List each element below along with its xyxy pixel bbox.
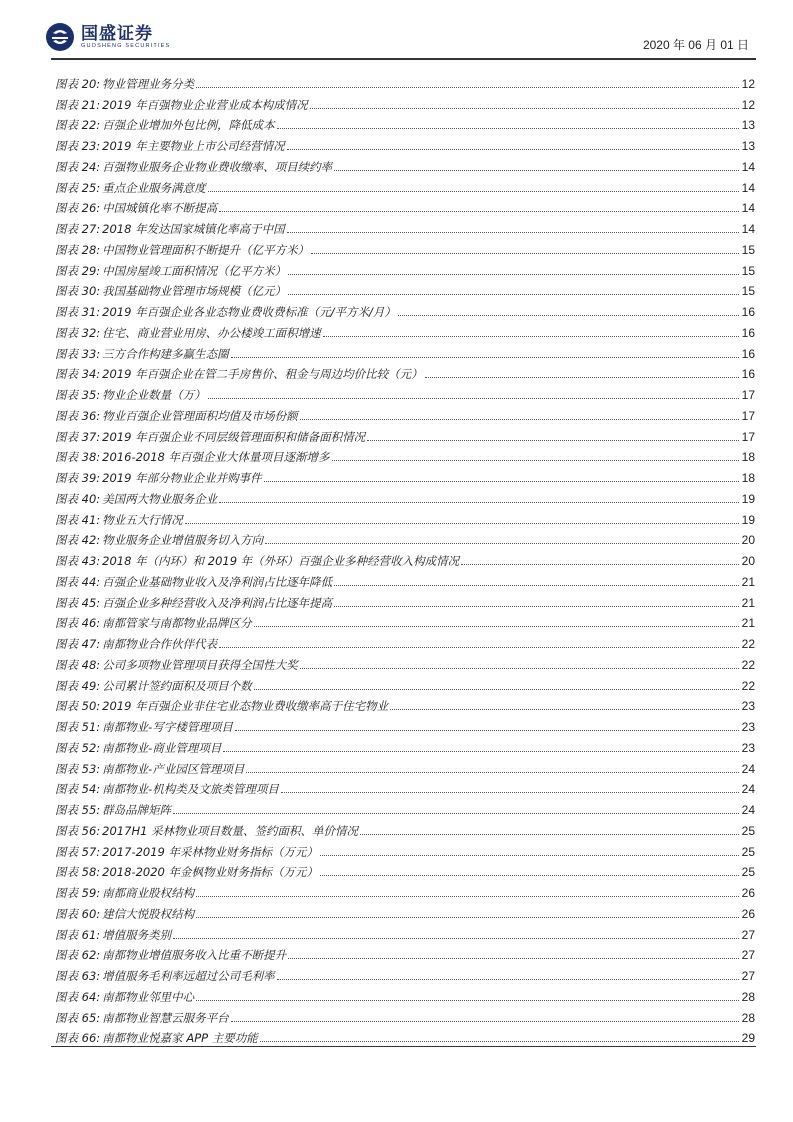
page-number[interactable]: 12 bbox=[741, 76, 755, 91]
dot-leader bbox=[398, 315, 739, 316]
page-number[interactable]: 22 bbox=[741, 678, 755, 693]
figure-title[interactable]: 建信大悦股权结构 bbox=[102, 906, 195, 921]
figure-label: 图表 57: bbox=[55, 844, 101, 859]
toc-entry[interactable] bbox=[55, 900, 755, 921]
figure-title[interactable]: 南都物业-商业管理项目 bbox=[102, 740, 222, 755]
figure-title[interactable]: 增值服务毛利率远超过公司毛利率 bbox=[102, 969, 275, 983]
dot-leader bbox=[300, 668, 739, 669]
figure-title[interactable]: 物业五大行情况 bbox=[102, 512, 183, 527]
page-number[interactable]: 22 bbox=[741, 657, 755, 672]
dot-leader bbox=[208, 398, 739, 399]
toc-entry[interactable] bbox=[55, 340, 755, 361]
figure-title[interactable]: 2018 年（内环）和 2019 年（外环）百强企业多种经营收入构成情况 bbox=[102, 554, 460, 568]
toc-entry[interactable] bbox=[55, 423, 755, 444]
page-number[interactable]: 21 bbox=[741, 595, 755, 610]
toc-entry[interactable] bbox=[55, 983, 755, 1004]
figure-label: 图表 30: bbox=[55, 284, 101, 299]
dot-leader bbox=[254, 689, 739, 690]
page-number[interactable]: 21 bbox=[741, 616, 755, 631]
dot-leader bbox=[334, 606, 739, 607]
page-number[interactable]: 15 bbox=[741, 263, 755, 278]
dot-leader bbox=[173, 813, 739, 814]
dot-leader bbox=[173, 938, 739, 939]
dot-leader bbox=[288, 274, 739, 275]
dot-leader bbox=[323, 336, 739, 337]
guosheng-logo-icon bbox=[45, 22, 75, 52]
figure-label: 图表 25: bbox=[55, 180, 101, 195]
figure-title[interactable]: 2019 年百强企业在管二手房售价、租金与周边均价比较（元） bbox=[102, 367, 423, 382]
page-number[interactable]: 17 bbox=[741, 388, 755, 402]
toc-entry[interactable] bbox=[55, 464, 755, 485]
figure-title[interactable]: 百强企业多种经营收入及净利润占比逐年提高 bbox=[102, 595, 333, 610]
toc-entry[interactable] bbox=[55, 610, 755, 631]
dot-leader bbox=[287, 149, 739, 150]
dot-leader bbox=[265, 543, 739, 544]
dot-leader bbox=[288, 294, 739, 295]
figure-label: 图表 63: bbox=[55, 969, 101, 983]
dot-leader bbox=[310, 108, 739, 109]
dot-leader bbox=[235, 730, 739, 731]
page-number[interactable]: 23 bbox=[741, 699, 755, 714]
dot-leader bbox=[281, 792, 739, 793]
figure-label: 图表 29: bbox=[55, 263, 101, 278]
dot-leader bbox=[219, 502, 739, 503]
figure-label: 图表 43: bbox=[55, 554, 101, 568]
dot-leader bbox=[320, 855, 739, 856]
figure-title[interactable]: 南都物业-写字楼管理项目 bbox=[102, 720, 233, 734]
figure-label: 图表 58: bbox=[55, 865, 101, 880]
figure-label: 图表 45: bbox=[55, 595, 101, 610]
page-number[interactable]: 26 bbox=[741, 886, 755, 900]
figure-title[interactable]: 美国两大物业服务企业 bbox=[102, 491, 218, 506]
toc-entry[interactable] bbox=[55, 630, 755, 651]
figure-label: 图表 28: bbox=[55, 242, 101, 257]
toc-entry[interactable] bbox=[55, 506, 755, 527]
figure-label: 图表 55: bbox=[55, 803, 101, 817]
report-date: 2020 年 06 月 01 日 bbox=[642, 38, 749, 52]
dot-leader bbox=[360, 834, 739, 835]
figure-title[interactable]: 南都商业股权结构 bbox=[102, 886, 195, 900]
dot-leader bbox=[320, 875, 739, 876]
toc-entry[interactable] bbox=[55, 838, 755, 859]
figure-label: 图表 66: bbox=[55, 1031, 101, 1046]
toc-entry[interactable] bbox=[55, 402, 755, 423]
dot-leader bbox=[277, 979, 739, 980]
dot-leader bbox=[287, 232, 739, 233]
page-number[interactable]: 24 bbox=[741, 782, 755, 797]
figure-title[interactable]: 增值服务类别 bbox=[102, 927, 172, 942]
figure-label: 图表 38: bbox=[55, 450, 101, 465]
figure-title[interactable]: 2017H1 采林物业项目数量、签约面积、单价情况 bbox=[102, 823, 359, 838]
figure-title[interactable]: 2018-2020 年金枫物业财务指标（万元） bbox=[102, 865, 319, 880]
dot-leader bbox=[208, 191, 739, 192]
dot-leader bbox=[332, 460, 739, 461]
toc-entry[interactable] bbox=[55, 91, 755, 112]
dot-leader bbox=[367, 440, 739, 441]
figure-label: 图表 51: bbox=[55, 720, 101, 734]
figure-title[interactable]: 物业服务企业增值服务切入方向 bbox=[102, 533, 264, 548]
dot-leader bbox=[196, 1000, 739, 1001]
logo-english-name: GUOSHENG SECURITIES bbox=[81, 42, 171, 49]
footer-divider bbox=[51, 1046, 756, 1047]
page-number[interactable]: 14 bbox=[741, 180, 755, 195]
toc-entry[interactable] bbox=[55, 215, 755, 236]
page-number[interactable]: 21 bbox=[741, 574, 755, 589]
figure-title[interactable]: 百强物业服务企业物业费收缴率、项目续约率 bbox=[102, 159, 333, 174]
figure-label: 图表 36: bbox=[55, 408, 101, 423]
toc-entry[interactable] bbox=[55, 776, 755, 797]
figure-label: 图表 40: bbox=[55, 491, 101, 506]
figure-title[interactable]: 2019 年主要物业上市公司经营情况 bbox=[102, 139, 285, 153]
dot-leader bbox=[196, 896, 739, 897]
page-number[interactable]: 20 bbox=[741, 554, 755, 568]
toc-entry[interactable] bbox=[55, 174, 755, 195]
figure-label: 图表 48: bbox=[55, 657, 101, 672]
dot-leader bbox=[390, 709, 739, 710]
dot-leader bbox=[425, 377, 739, 378]
dot-leader bbox=[231, 357, 739, 358]
figure-title[interactable]: 2019 年部分物业企业并购事件 bbox=[102, 471, 262, 485]
page-number[interactable]: 13 bbox=[741, 118, 755, 133]
figure-label: 图表 49: bbox=[55, 678, 101, 693]
toc-entry[interactable] bbox=[55, 921, 755, 942]
page-number[interactable]: 27 bbox=[741, 927, 755, 942]
figure-label: 图表 46: bbox=[55, 616, 101, 631]
figure-label: 图表 32: bbox=[55, 325, 101, 340]
figure-title[interactable]: 2016-2018 年百强企业大体量项目逐渐增多 bbox=[102, 450, 330, 465]
toc-entry[interactable] bbox=[55, 713, 755, 734]
figure-title[interactable]: 中国城镇化率不断提高 bbox=[102, 201, 218, 216]
figure-title[interactable]: 南都物业-机构类及文旅类管理项目 bbox=[102, 782, 279, 797]
toc-entry[interactable] bbox=[55, 527, 755, 548]
page-number[interactable]: 25 bbox=[741, 844, 755, 859]
dot-leader bbox=[300, 419, 739, 420]
figure-label: 图表 56: bbox=[55, 823, 101, 838]
page-number[interactable]: 15 bbox=[741, 284, 755, 299]
toc-entry[interactable] bbox=[55, 70, 755, 91]
toc-entry[interactable] bbox=[55, 755, 755, 776]
figure-label: 图表 21: bbox=[55, 97, 101, 112]
figure-label: 图表 20: bbox=[55, 76, 101, 91]
logo-chinese-name: 国盛证券 bbox=[81, 23, 153, 44]
toc-entry[interactable] bbox=[55, 132, 755, 153]
figure-label: 图表 23: bbox=[55, 139, 101, 153]
page-number[interactable]: 15 bbox=[741, 242, 755, 257]
figure-title[interactable]: 物业管理业务分类 bbox=[102, 76, 195, 91]
page-number[interactable]: 27 bbox=[741, 948, 755, 963]
page-number[interactable]: 12 bbox=[741, 97, 755, 112]
figure-label: 图表 24: bbox=[55, 159, 101, 174]
page-number[interactable]: 24 bbox=[741, 803, 755, 817]
figure-title[interactable]: 2019 年百强企业各业态物业费收费标准（元/平方米/月） bbox=[102, 305, 396, 319]
figure-title[interactable]: 物业百强企业管理面积均值及市场份额 bbox=[102, 408, 298, 423]
page-number[interactable]: 23 bbox=[741, 740, 755, 755]
figure-title[interactable]: 重点企业服务满意度 bbox=[102, 180, 206, 195]
dot-leader bbox=[254, 626, 739, 627]
toc-entry[interactable] bbox=[55, 1004, 755, 1025]
toc-entry[interactable] bbox=[55, 195, 755, 216]
dot-leader bbox=[334, 585, 739, 586]
toc-entry[interactable] bbox=[55, 444, 755, 465]
dot-leader bbox=[264, 481, 739, 482]
figure-label: 图表 31: bbox=[55, 305, 101, 319]
dot-leader bbox=[231, 1021, 739, 1022]
toc-entry[interactable] bbox=[55, 319, 755, 340]
figure-label: 图表 50: bbox=[55, 699, 101, 714]
page-number[interactable]: 25 bbox=[741, 823, 755, 838]
page-number[interactable]: 27 bbox=[741, 969, 755, 983]
figure-label: 图表 34: bbox=[55, 367, 101, 382]
toc-entry[interactable] bbox=[55, 485, 755, 506]
page-number[interactable]: 19 bbox=[741, 512, 755, 527]
page-number[interactable]: 20 bbox=[741, 533, 755, 548]
page-number[interactable]: 16 bbox=[741, 325, 755, 340]
dot-leader bbox=[311, 253, 739, 254]
toc-entry[interactable] bbox=[55, 278, 755, 299]
dot-leader bbox=[185, 523, 739, 524]
figure-title[interactable]: 2019 年百强物业企业营业成本构成情况 bbox=[102, 97, 308, 112]
dot-leader bbox=[334, 170, 739, 171]
toc-entry[interactable] bbox=[55, 589, 755, 610]
page-number[interactable]: 16 bbox=[741, 346, 755, 361]
page-number[interactable]: 14 bbox=[741, 159, 755, 174]
page-number[interactable]: 17 bbox=[741, 429, 755, 444]
page-number[interactable]: 23 bbox=[741, 720, 755, 734]
dot-leader bbox=[288, 958, 739, 959]
page-number[interactable]: 29 bbox=[741, 1031, 755, 1046]
figure-title[interactable]: 南都物业-产业园区管理项目 bbox=[102, 761, 245, 776]
page-number[interactable]: 14 bbox=[741, 222, 755, 236]
figure-title[interactable]: 2019 年百强企业非住宅业态物业费收缴率高于住宅物业 bbox=[102, 699, 389, 714]
figure-title[interactable]: 百强企业增加外包比例，降低成本 bbox=[102, 118, 275, 133]
dot-leader bbox=[196, 87, 739, 88]
figure-title[interactable]: 百强企业基础物业收入及净利润占比逐年降低 bbox=[102, 574, 333, 589]
toc-entry[interactable] bbox=[55, 859, 755, 880]
page-number[interactable]: 19 bbox=[741, 491, 755, 506]
dot-leader bbox=[246, 772, 739, 773]
figure-title[interactable]: 公司多项物业管理项目获得全国性大奖 bbox=[102, 657, 298, 672]
toc-entry[interactable] bbox=[55, 257, 755, 278]
page-number[interactable]: 13 bbox=[741, 139, 755, 153]
toc-entry[interactable] bbox=[55, 651, 755, 672]
figure-label: 图表 47: bbox=[55, 637, 101, 651]
toc-entry[interactable] bbox=[55, 236, 755, 257]
toc-entry[interactable] bbox=[55, 568, 755, 589]
page-number[interactable]: 14 bbox=[741, 201, 755, 216]
dot-leader bbox=[277, 128, 739, 129]
toc-entry[interactable] bbox=[55, 153, 755, 174]
toc-entry[interactable] bbox=[55, 879, 755, 900]
figure-label: 图表 39: bbox=[55, 471, 101, 485]
figure-label: 图表 62: bbox=[55, 948, 101, 963]
page-number[interactable]: 22 bbox=[741, 637, 755, 651]
figure-label: 图表 54: bbox=[55, 782, 101, 797]
page-number[interactable]: 28 bbox=[741, 989, 755, 1004]
dot-leader bbox=[196, 917, 739, 918]
figure-title[interactable]: 物业企业数量（万） bbox=[102, 388, 206, 402]
toc-entry[interactable] bbox=[55, 942, 755, 963]
toc-entry[interactable] bbox=[55, 962, 755, 983]
figure-label: 图表 53: bbox=[55, 761, 101, 776]
toc-entry[interactable] bbox=[55, 547, 755, 568]
page-header bbox=[0, 0, 793, 60]
page-number[interactable]: 24 bbox=[741, 761, 755, 776]
figure-title[interactable]: 公司累计签约面积及项目个数 bbox=[102, 678, 252, 693]
header-divider bbox=[51, 58, 756, 60]
figure-title[interactable]: 南都管家与南都物业品牌区分 bbox=[102, 616, 252, 631]
toc-entry[interactable] bbox=[55, 1025, 755, 1046]
page-number[interactable]: 16 bbox=[741, 305, 755, 319]
toc-entry[interactable] bbox=[55, 796, 755, 817]
toc-entry[interactable] bbox=[55, 693, 755, 714]
figure-label: 图表 64: bbox=[55, 989, 101, 1004]
toc-entry[interactable] bbox=[55, 381, 755, 402]
page-number[interactable]: 17 bbox=[741, 408, 755, 423]
toc-entry[interactable] bbox=[55, 734, 755, 755]
figure-title[interactable]: 住宅、商业营业用房、办公楼竣工面积增速 bbox=[102, 325, 321, 340]
page-number[interactable]: 26 bbox=[741, 906, 755, 921]
dot-leader bbox=[219, 647, 739, 648]
dot-leader bbox=[219, 211, 739, 212]
figure-title[interactable]: 群岛品牌矩阵 bbox=[102, 803, 172, 817]
figure-label: 图表 44: bbox=[55, 574, 101, 589]
figure-label: 图表 60: bbox=[55, 906, 101, 921]
page-number[interactable]: 25 bbox=[741, 865, 755, 880]
dot-leader bbox=[461, 564, 739, 565]
figure-title[interactable]: 2019 年百强企业不同层级管理面积和储备面积情况 bbox=[102, 429, 366, 444]
toc-entry[interactable] bbox=[55, 361, 755, 382]
figure-title[interactable]: 南都物业悦嘉家 APP 主要功能 bbox=[102, 1031, 258, 1046]
figure-label: 图表 65: bbox=[55, 1010, 101, 1025]
figure-label: 图表 27: bbox=[55, 222, 101, 236]
figure-title[interactable]: 南都物业智慧云服务平台 bbox=[102, 1010, 229, 1025]
dot-leader bbox=[223, 751, 739, 752]
figure-title[interactable]: 南都物业增值服务收入比重不断提升 bbox=[102, 948, 287, 963]
figure-title[interactable]: 中国房屋竣工面积情况（亿平方米） bbox=[102, 263, 287, 278]
page-number[interactable]: 18 bbox=[741, 471, 755, 485]
toc-entry[interactable] bbox=[55, 817, 755, 838]
figure-label: 图表 35: bbox=[55, 388, 101, 402]
company-logo bbox=[45, 22, 170, 52]
figure-label: 图表 41: bbox=[55, 512, 101, 527]
figure-label: 图表 37: bbox=[55, 429, 101, 444]
figure-title[interactable]: 中国物业管理面积不断提升（亿平方米） bbox=[102, 242, 310, 257]
page-number[interactable]: 16 bbox=[741, 367, 755, 382]
figure-label: 图表 42: bbox=[55, 533, 101, 548]
figure-title[interactable]: 我国基础物业管理市场规模（亿元） bbox=[102, 284, 287, 299]
figure-label: 图表 26: bbox=[55, 201, 101, 216]
figure-title[interactable]: 三方合作构建多赢生态圈 bbox=[102, 346, 229, 361]
figure-title[interactable]: 2018 年发达国家城镇化率高于中国 bbox=[102, 222, 285, 236]
toc-entry[interactable] bbox=[55, 298, 755, 319]
figure-label: 图表 33: bbox=[55, 346, 101, 361]
figure-title[interactable]: 南都物业合作伙伴代表 bbox=[102, 637, 218, 651]
figure-label: 图表 22: bbox=[55, 118, 101, 133]
figure-label: 图表 52: bbox=[55, 740, 101, 755]
figure-label: 图表 61: bbox=[55, 927, 101, 942]
figure-title[interactable]: 南都物业邻里中心 bbox=[102, 989, 195, 1004]
dot-leader bbox=[260, 1041, 739, 1042]
figure-title[interactable]: 2017-2019 年采林物业财务指标（万元） bbox=[102, 844, 319, 859]
toc-entry[interactable] bbox=[55, 112, 755, 133]
page-number[interactable]: 18 bbox=[741, 450, 755, 465]
page-number[interactable]: 28 bbox=[741, 1010, 755, 1025]
toc-entry[interactable] bbox=[55, 672, 755, 693]
figure-list bbox=[55, 70, 755, 1045]
figure-label: 图表 59: bbox=[55, 886, 101, 900]
